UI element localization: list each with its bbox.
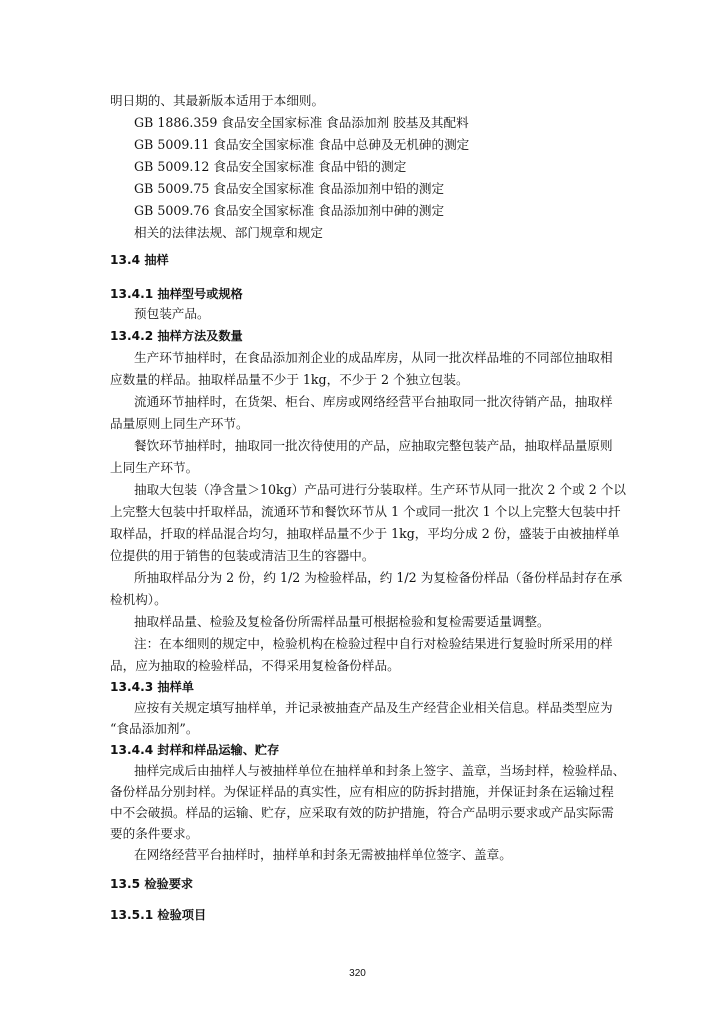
subsection-heading: 13.4.2 抽样方法及数量 xyxy=(110,329,243,343)
text-line: 品量原则上同生产环节。 xyxy=(110,416,249,431)
text-line: 抽样完成后由抽样人与被抽样单位在抽样单和封条上签字、盖章，当场封样，检验样品、 xyxy=(134,763,626,778)
text-line: “食品添加剂”。 xyxy=(110,721,199,736)
text-line: 检机构）。 xyxy=(110,592,167,607)
text-line: 在网络经营平台抽样时，抽样单和封条无需被抽样单位签字、盖章。 xyxy=(134,847,512,862)
text-line: 所抽取样品分为 2 份，约 1/2 为检验样品，约 1/2 为复检备份样品（备份样品封存在承 xyxy=(134,570,623,585)
section-heading: 13.4 抽样 xyxy=(110,253,169,267)
subsection-heading: 13.4.4 封样和样品运输、贮存 xyxy=(110,743,280,757)
text-line: 明日期的、其最新版本适用于本细则。 xyxy=(110,93,325,108)
text-line: 要的条件要求。 xyxy=(110,826,199,841)
standard-ref: GB 5009.76 食品安全国家标准 食品添加剂中砷的测定 xyxy=(134,203,445,218)
text-line: 流通环节抽样时，在货架、柜台、库房或网络经营平台抽取同一批次待销产品，抽取样 xyxy=(134,394,613,409)
note-line: 注：在本细则的规定中，检验机构在检验过程中自行对检验结果进行复验时所采用的样 xyxy=(134,636,613,651)
subsection-heading: 13.4.1 抽样型号或规格 xyxy=(110,287,243,301)
text-line: 相关的法律法规、部门规章和规定 xyxy=(134,225,323,240)
text-line: 备份样品分别封样。为保证样品的真实性，应有相应的防拆封措施，并保证封条在运输过程 xyxy=(110,784,614,799)
standard-ref: GB 5009.12 食品安全国家标准 食品中铅的测定 xyxy=(134,159,407,174)
text-line: 抽取大包装（净含量＞10kg）产品可进行分装取样。生产环节从同一批次 2 个或 2 个以 xyxy=(134,482,626,497)
note-line: 品，应为抽取的检验样品，不得采用复检备份样品。 xyxy=(110,658,400,673)
text-line: 餐饮环节抽样时，抽取同一批次待使用的产品，应抽取完整包装产品，抽取样品量原则 xyxy=(134,438,613,453)
text-line: 抽取样品量、检验及复检备份所需样品量可根据检验和复检需要适量调整。 xyxy=(134,614,550,629)
text-line: 上完整大包装中扦取样品，流通环节和餐饮环节从 1 个或同一批次 1 个以上完整大包装中扦 xyxy=(110,504,621,519)
text-line: 中不会破损。样品的运输、贮存，应采取有效的防护措施，符合产品明示要求或产品实际需 xyxy=(110,805,614,820)
text-line: 预包装产品。 xyxy=(134,306,210,321)
page-number: 320 xyxy=(349,968,366,979)
standard-ref: GB 5009.11 食品安全国家标准 食品中总砷及无机砷的测定 xyxy=(134,137,470,152)
standard-ref: GB 5009.75 食品安全国家标准 食品添加剂中铅的测定 xyxy=(134,181,445,196)
text-line: 上同生产环节。 xyxy=(110,460,199,475)
text-line: 位提供的用于销售的包装或清洁卫生的容器中。 xyxy=(110,548,375,563)
section-heading: 13.5 检验要求 xyxy=(110,877,194,891)
standard-ref: GB 1886.359 食品安全国家标准 食品添加剂 胶基及其配料 xyxy=(134,115,469,130)
text-line: 生产环节抽样时，在食品添加剂企业的成品库房，从同一批次样品堆的不同部位抽取相 xyxy=(134,350,613,365)
text-line: 应数量的样品。抽取样品量不少于 1kg，不少于 2 个独立包装。 xyxy=(110,372,469,387)
subsection-heading: 13.5.1 检验项目 xyxy=(110,908,207,922)
text-line: 取样品，扦取的样品混合均匀，抽取样品量不少于 1kg，平均分成 2 份，盛装于由被抽样单 xyxy=(110,526,620,541)
text-line: 应按有关规定填写抽样单，并记录被抽查产品及生产经营企业相关信息。样品类型应为 xyxy=(134,700,613,715)
subsection-heading: 13.4.3 抽样单 xyxy=(110,680,194,694)
